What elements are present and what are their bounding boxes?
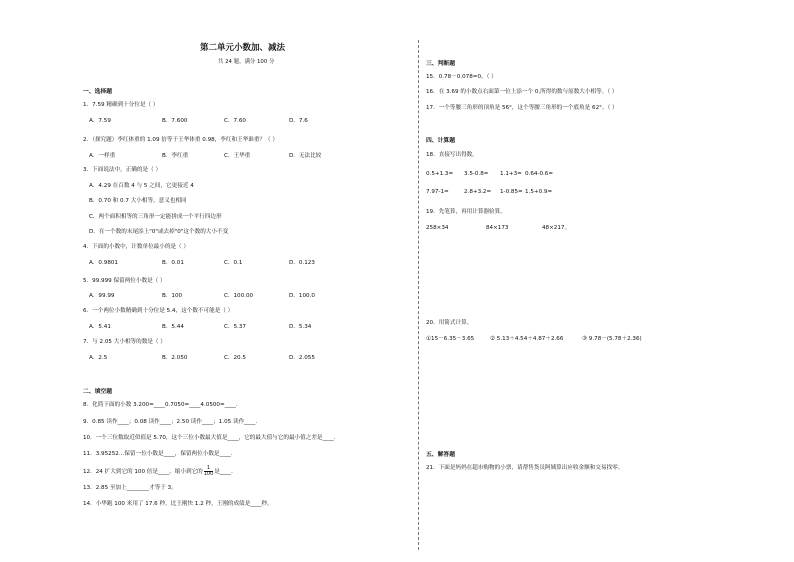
question-5: 5．99.999 保留两位小数是（ ） (83, 278, 166, 284)
q4-option-d: D．0.123 (289, 260, 315, 266)
q4-option-c: C．0.1 (224, 260, 243, 266)
q4-option-b: B．0.01 (162, 260, 184, 266)
question-20: 20．用简式计算。 (426, 320, 473, 326)
section-judge-heading: 三、判断题 (426, 61, 455, 67)
page-title: 第二单元小数加、减法 (200, 43, 286, 53)
question-15: 15．0.78－0.078=0。（ ） (426, 74, 497, 80)
q3-option-c: C．两个面积相等的三角形一定能拼成一个平行四边形 (89, 214, 222, 220)
q5-option-a: A．99.99 (89, 293, 115, 299)
page-subtitle: 共 24 题，满分 100 分 (218, 59, 275, 65)
question-8: 8．化简下面的小数 3.200=____0.7050=____4.0500=____. (83, 402, 238, 408)
question-16: 16．在 3.69 的小数点右面第一位上添一个 0,所得的数与原数大小相等。（ ） (426, 89, 618, 95)
q3-option-b: B．0.70 和 0.7 大小相等，意义也相同 (89, 198, 187, 204)
q5-option-b: B．100 (162, 293, 183, 299)
q19-item-2: 84×173 (486, 225, 509, 231)
q20-item-1: ①15－6.35－3.65 (426, 336, 475, 342)
q4-option-a: A．0.9801 (89, 260, 118, 266)
question-11: 11．3.95252…保留一位小数是____，保留两位小数是____. (83, 451, 233, 457)
q2-option-b: B．李红重 (162, 153, 189, 159)
question-10: 10．一个三位数取近似值是 5.70，这个三位小数最大值是____，它的最大值与它的最小值之差是____. (83, 435, 336, 441)
q2-option-a: A．一样重 (89, 153, 116, 159)
q1-option-c: C．7.60 (224, 118, 246, 124)
q20-item-2: ② 5.13＋4.54＋4.87＋2.66 (490, 336, 564, 342)
q19-item-3: 48×217。 (542, 225, 571, 231)
q7-option-b: B．2.050 (162, 355, 188, 361)
section-choice-heading: 一、选择题 (83, 89, 112, 95)
q7-option-d: D．2.055 (289, 355, 315, 361)
q18-item-6: 2.8+3.2= (464, 189, 492, 195)
q7-option-c: C．20.5 (224, 355, 246, 361)
question-17: 17．一个等腰三角形的顶角是 56°，这个等腰三角形的一个底角是 62°。（ ） (426, 105, 618, 111)
question-19: 19．先笔算，再用计算器验算。 (426, 209, 506, 215)
section-answer-heading: 五、解答题 (426, 452, 455, 458)
q5-option-c: C．100.00 (224, 293, 254, 299)
question-14: 14．小华跑 100 米用了 17.6 秒，比王刚快 1.2 秒，王刚的成绩是____秒。 (83, 501, 273, 507)
q7-option-a: A．2.5 (89, 355, 108, 361)
question-1: 1．7.59 精确到十分位是（ ） (83, 102, 159, 108)
q19-item-1: 258×34 (426, 225, 449, 231)
q6-option-a: A．5.41 (89, 324, 111, 330)
q1-option-d: D．7.6 (289, 118, 308, 124)
q2-option-c: C．王华重 (224, 153, 251, 159)
q6-option-c: C．5.37 (224, 324, 246, 330)
q5-option-d: D．100.0 (289, 293, 315, 299)
column-divider (418, 40, 419, 550)
question-2: 2．（探究题）李红体重的 1.09 倍等于王华体重 0.98，李红和王华谁重？（ ） (83, 137, 279, 143)
section-calc-heading: 四、计算题 (426, 138, 455, 144)
question-4: 4．下面的小数中，计数单位最小的是（ ） (83, 244, 190, 250)
q1-option-b: B．7.600 (162, 118, 188, 124)
q18-item-5: 7.97-1= (426, 189, 449, 195)
q18-item-1: 0.5+1.3= (426, 171, 454, 177)
q18-item-4: 0.64-0.6= (525, 171, 554, 177)
q2-option-d: D．无法比较 (289, 153, 322, 159)
question-3: 3．下面说法中，正确的是（ ） (83, 167, 162, 173)
q18-item-8: 1.5+0.9= (525, 189, 553, 195)
q18-item-2: 3.5-0.8= (464, 171, 489, 177)
q12-text-b: 是____. (214, 469, 233, 475)
question-6: 6．一个两位小数精确到十分位是 5.4，这个数不可能是（ ） (83, 308, 234, 314)
question-13: 13．2.85 至加上________才等于 3。 (83, 485, 177, 491)
question-21: 21．下面是妈妈在超市购物的小票，请帮售货员阿姨算出应收金额和交易找零。 (426, 465, 624, 471)
q12-numerator: 1 (204, 466, 214, 472)
q3-option-d: D．在一个数的末尾添上"0"或去掉"0"这个数的大小不变 (89, 229, 229, 235)
q3-option-a: A．4.29 在百数 4 与 5 之间，它更接近 4 (89, 183, 194, 189)
q6-option-b: B．5.44 (162, 324, 184, 330)
question-12 (83, 466, 233, 477)
q12-denominator: 100 (203, 471, 214, 477)
q1-option-a: A．7.59 (89, 118, 111, 124)
section-fill-heading: 二、填空题 (83, 389, 112, 395)
q12-fraction (204, 466, 214, 477)
question-9: 9．0.85 读作____；0.08 读作____；2.50 读作____；1.05 读作____. (83, 419, 258, 425)
q6-option-d: D．5.34 (289, 324, 312, 330)
question-7: 7．与 2.05 大小相等的数是（ ） (83, 339, 166, 345)
q12-text-a: 12．24 扩大到它的 100 倍是____，缩小到它的 (83, 469, 203, 475)
question-18: 18．直接写出得数。 (426, 152, 478, 158)
q20-item-3: ③ 9.78－(5.78＋2.36) (582, 336, 642, 342)
q18-item-7: 1-0.85= (500, 189, 523, 195)
q18-item-3: 1.1+3= (500, 171, 522, 177)
